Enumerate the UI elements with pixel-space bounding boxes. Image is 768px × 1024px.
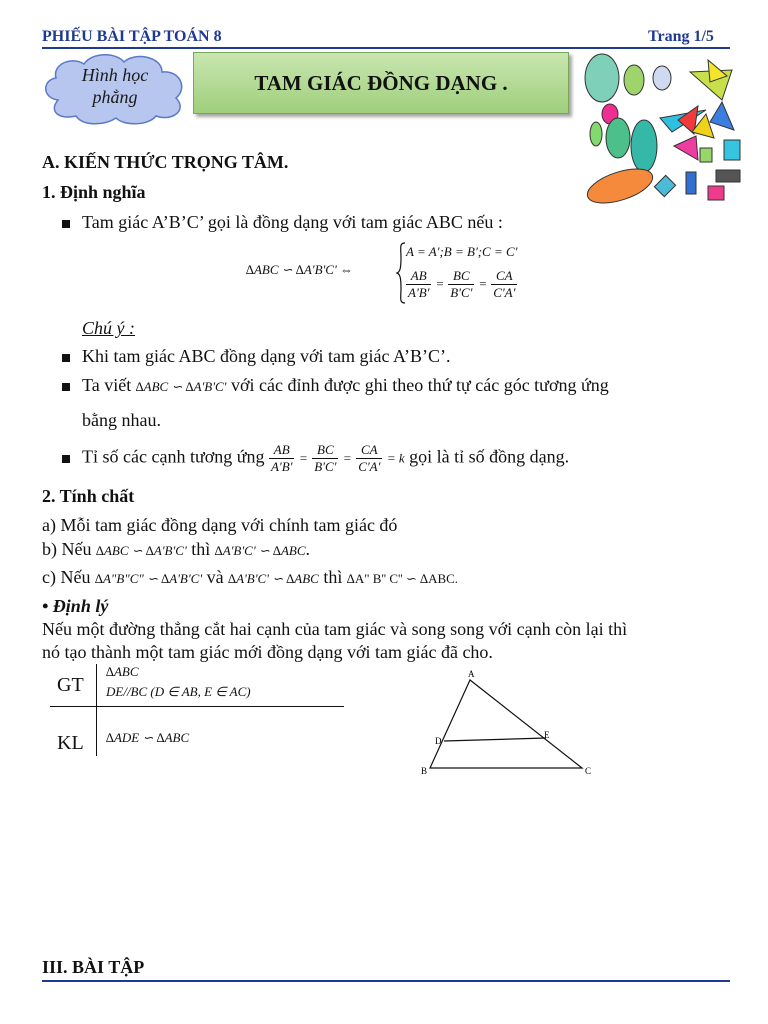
formula-lhs: ∆ABC ∽ ∆A'B'C' ⇔ bbox=[246, 262, 353, 277]
property-b: b) Nếu ∆ABC ∽ ∆A'B'C' thì ∆A'B'C' ∽ ∆ABC. bbox=[42, 539, 310, 559]
page-title: TAM GIÁC ĐỒNG DẠNG . bbox=[254, 70, 508, 95]
footer-divider bbox=[42, 980, 730, 982]
kl-label: KL bbox=[57, 732, 84, 754]
gt-label: GT bbox=[57, 674, 84, 696]
definition-text bbox=[62, 212, 503, 233]
ratio-ab: $\frac{AB}{A'B'}$ bbox=[408, 268, 430, 300]
note-2-continuation: bằng nhau. bbox=[82, 410, 161, 430]
kl-line-1: ∆ADE ∽ ∆ABC bbox=[106, 730, 190, 745]
note-1-text: Khi tam giác ABC đồng dạng với tam giác A’B’C’. bbox=[82, 346, 451, 366]
vertex-a-label: A bbox=[468, 669, 475, 679]
note-3-post: gọi là tỉ số đồng dạng. bbox=[409, 446, 570, 467]
table-vline bbox=[96, 664, 97, 756]
shapes-illustration bbox=[582, 50, 752, 210]
property-c: c) Nếu ∆A"B"C" ∽ ∆A'B'C' và ∆A'B'C' ∽ ∆ABC thì ∆A" B'' C'' ∽ ∆ABC. bbox=[42, 567, 459, 587]
note-ratio-bc: $\frac{BC}{B'C'}$ bbox=[314, 442, 337, 474]
definition-formula bbox=[246, 240, 566, 306]
header-title: PHIẾU BÀI TẬP TOÁN 8 bbox=[42, 28, 222, 45]
segment-de bbox=[444, 738, 546, 741]
note-ratio-ab: $\frac{AB}{A'B'}$ bbox=[270, 442, 293, 474]
formula-angles: A = A';B = B';C = C' bbox=[406, 244, 518, 259]
brace-icon bbox=[396, 242, 406, 304]
note-3-pre: Tỉ số các cạnh tương ứng bbox=[82, 446, 265, 467]
theorem-heading: • Định lý bbox=[42, 596, 109, 616]
section-iii-heading: III. BÀI TẬP bbox=[42, 957, 145, 977]
cloud-label bbox=[40, 64, 190, 108]
property-heading: 2. Tính chất bbox=[42, 486, 135, 506]
ratio-bc: $\frac{BC}{B'C'}$ bbox=[450, 268, 473, 300]
note-2 bbox=[62, 375, 609, 396]
note-3-k: = k bbox=[386, 450, 405, 466]
bullet-icon bbox=[62, 383, 70, 391]
point-d-label: D bbox=[435, 736, 442, 746]
note-2-pre: Ta viết bbox=[82, 375, 132, 395]
triangle-abc bbox=[430, 680, 582, 768]
note-3: Tỉ số các cạnh tương ứng $\frac{AB}{A'B'}$ = $\frac{BC}{B'C'}$ = $\frac{CA}{C'A'}$ = k gọi là tỉ số đồng dạng. bbox=[62, 442, 569, 475]
section-a-heading: A. KIẾN THỨC TRỌNG TÂM. bbox=[42, 152, 289, 172]
ratio-ca: $\frac{CA}{C'A'}$ bbox=[493, 268, 516, 300]
header-divider bbox=[42, 47, 730, 49]
triangle-figure bbox=[418, 668, 598, 780]
property-a: a) Mỗi tam giác đồng dạng với chính tam giác đó bbox=[42, 515, 398, 535]
gt-line-1: ∆ABC bbox=[106, 664, 139, 679]
note-ratio-ca: $\frac{CA}{C'A'}$ bbox=[358, 442, 381, 474]
title-box bbox=[193, 52, 569, 114]
definition-sentence: Tam giác A’B’C’ gọi là đồng dạng với tam giác ABC nếu : bbox=[82, 212, 503, 232]
note-2-formula: ∆ABC ∽ ∆A'B'C' bbox=[135, 379, 227, 394]
theorem-line-2: nó tạo thành một tam giác mới đồng dạng với tam giác đã cho. bbox=[42, 642, 493, 662]
gt-line-2: DE//BC (D ∈ AB, E ∈ AC) bbox=[106, 684, 251, 699]
vertex-c-label: C bbox=[585, 766, 592, 776]
definition-heading: 1. Định nghĩa bbox=[42, 182, 146, 202]
note-1 bbox=[62, 346, 450, 367]
theorem-line-1: Nếu một đường thẳng cắt hai cạnh của tam giác và song song với cạnh còn lại thì bbox=[42, 619, 628, 639]
table-hline bbox=[50, 706, 344, 707]
cloud-line-2: phẳng bbox=[92, 87, 138, 107]
bullet-icon bbox=[62, 220, 70, 228]
bullet-icon bbox=[62, 354, 70, 362]
cloud-line-1: Hình học bbox=[81, 65, 149, 85]
point-e-label: E bbox=[544, 730, 550, 740]
formula-ratios: $\frac{AB}{A'B'}$ = $\frac{BC}{B'C'}$ = $\frac{CA}{C'A'}$ bbox=[408, 268, 516, 300]
note-heading: Chú ý : bbox=[82, 318, 135, 338]
bullet-icon bbox=[62, 455, 70, 463]
vertex-b-label: B bbox=[421, 766, 428, 776]
note-2-post: với các đỉnh được ghi theo thứ tự các góc tương ứng bbox=[230, 375, 609, 395]
page-number: Trang 1/5 bbox=[648, 28, 714, 45]
